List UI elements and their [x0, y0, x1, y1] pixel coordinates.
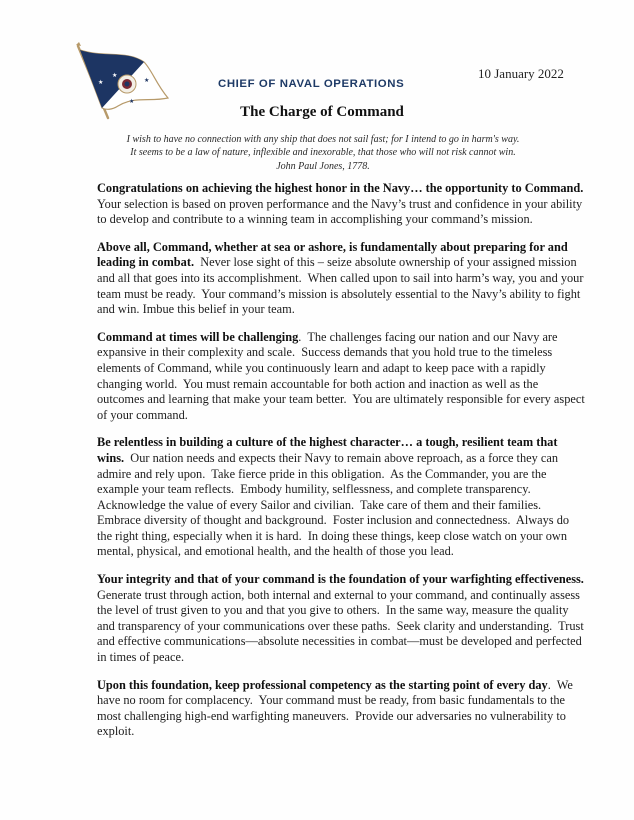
bold-lead-text: Your integrity and that of your command is the foundation of your warfighting effectiveness. — [97, 572, 584, 587]
bold-lead-text: Upon this foundation, keep professional competency as the starting point of every day — [97, 677, 548, 692]
paragraph-line — [97, 513, 597, 529]
paragraph-combat-readiness — [97, 240, 597, 318]
epigraph-attribution: John Paul Jones, 1778. — [276, 160, 370, 172]
body-text: outcomes and learning that make your team better. You are ultimately responsible for every aspect — [97, 392, 585, 407]
bold-lead-text: leading in combat. — [97, 255, 195, 270]
body-text: Your selection is based on proven performance and the Navy’s trust and confidence in your ability — [97, 196, 583, 211]
paragraph-challenges — [97, 330, 597, 424]
bold-lead-text: Be relentless in building a culture of the highest character… a tough, resilient team that — [97, 435, 558, 450]
body-text: have no room for complacency. Your command must be ready, from basic fundamentals to the — [97, 693, 566, 708]
body-text: most challenging high-end warfighting maneuvers. Provide our adversaries no vulnerability to — [97, 708, 566, 723]
body-text: changing world. You must remain accountable for both action and inaction as well as the — [97, 376, 539, 391]
paragraph-line — [97, 467, 597, 483]
paragraph-line — [97, 634, 597, 650]
paragraph-line — [97, 181, 597, 197]
bold-lead-text: Command at times will be challenging — [97, 329, 299, 344]
paragraph-competency — [97, 678, 597, 740]
body-text: Generate trust through action, both internal and external to your command, and continually assess — [97, 587, 580, 602]
paragraph-line — [97, 678, 597, 694]
paragraph-line — [97, 212, 597, 228]
paragraph-line — [97, 345, 597, 361]
paragraph-line — [97, 377, 597, 393]
paragraph-line — [97, 240, 597, 256]
organization-heading: CHIEF OF NAVAL OPERATIONS — [218, 78, 405, 90]
paragraph-congratulations — [97, 181, 597, 228]
body-text: the level of trust given to you and that you give to others. In the same way, measure the quality — [97, 603, 569, 618]
letter-date: 10 January 2022 — [478, 66, 564, 81]
paragraph-line — [97, 271, 597, 287]
letter-body — [97, 181, 597, 752]
paragraph-line — [97, 302, 597, 318]
epigraph — [0, 133, 634, 173]
svg-text:★: ★ — [98, 80, 104, 86]
bold-lead-text: Congratulations on achieving the highest honor in the Navy… the opportunity to Command. — [97, 181, 584, 195]
paragraph-line — [97, 724, 597, 740]
paragraph-line — [97, 255, 597, 271]
body-text: team must be ready. Your command’s mission is absolutely essential to the Navy’s ability to fight — [97, 286, 581, 301]
body-text: Never lose sight of this – seize absolute ownership of your assigned mission — [194, 255, 577, 270]
paragraph-line — [97, 197, 597, 213]
paragraph-culture — [97, 435, 597, 560]
body-text: Embrace diversity of thought and background. Foster inclusion and connectedness. Always do — [97, 513, 570, 528]
paragraph-line — [97, 392, 597, 408]
paragraph-line — [97, 709, 597, 725]
svg-text:★: ★ — [144, 78, 150, 84]
bold-lead-text: wins. — [97, 450, 125, 465]
paragraph-integrity — [97, 572, 597, 666]
paragraph-line — [97, 572, 597, 588]
paragraph-line — [97, 287, 597, 303]
body-text: and effective communications—absolute necessities in combat—must be developed and perfected — [97, 634, 582, 649]
paragraph-line — [97, 650, 597, 666]
body-text: . The challenges facing our nation and our Navy are — [298, 329, 558, 344]
body-text: of your command. — [97, 407, 188, 422]
body-text: Our nation needs and expects their Navy to remain above reproach, as a force they can — [124, 450, 559, 465]
paragraph-line — [97, 482, 597, 498]
paragraph-line — [97, 603, 597, 619]
body-text: the right thing, especially when it is hard. In doing these things, keep close watch on your own — [97, 528, 567, 543]
paragraph-line — [97, 435, 597, 451]
paragraph-line — [97, 451, 597, 467]
epigraph-line: It seems to be a law of nature, inflexible and inexorable, that those who will not risk cannot win. — [130, 147, 516, 159]
body-text: Acknowledge the value of every Sailor and civilian. Take care of them and their families. — [97, 497, 542, 512]
body-text: example your team reflects. Embody humility, selflessness, and complete transparency. — [97, 482, 531, 497]
body-text: in times of peace. — [97, 650, 185, 665]
body-text: admire and rely upon. Take fierce pride in this obligation. As the Commander, you are the — [97, 466, 547, 481]
epigraph-line: I wish to have no connection with any ship that does not sail fast; for I intend to go in harm's way. — [126, 134, 520, 145]
body-text: . We — [547, 677, 573, 692]
document-title: The Charge of Command — [240, 104, 404, 120]
body-text: expansive in their complexity and scale. Success demands that you hold true to the timeless — [97, 345, 553, 360]
paragraph-line — [97, 544, 597, 560]
bold-lead-text: Above all, Command, whether at sea or ashore, is fundamentally about preparing for and — [97, 239, 568, 254]
paragraph-line — [97, 408, 597, 424]
body-text: and win. Imbue this belief in your team. — [97, 302, 295, 317]
paragraph-line — [97, 529, 597, 545]
body-text: to develop and contribute to a winning team in accomplishing your command’s mission. — [97, 212, 533, 227]
body-text: and all that goes into its accomplishment. When called upon to sail into harm’s way, you and your — [97, 270, 584, 285]
body-text: exploit. — [97, 724, 135, 739]
svg-text:★: ★ — [112, 73, 118, 79]
body-text: and transparency of your communications over these paths. Seek clarity and understanding. Trust — [97, 618, 584, 633]
paragraph-line — [97, 361, 597, 377]
body-text: mental, physical, and emotional health, and the health of those you lead. — [97, 544, 454, 559]
paragraph-line — [97, 330, 597, 346]
svg-text:★: ★ — [129, 99, 135, 105]
paragraph-line — [97, 588, 597, 604]
paragraph-line — [97, 693, 597, 709]
paragraph-line — [97, 498, 597, 514]
body-text: elements of Command, while you continuously learn and adapt to keep pace with a rapidly — [97, 360, 546, 375]
paragraph-line — [97, 619, 597, 635]
